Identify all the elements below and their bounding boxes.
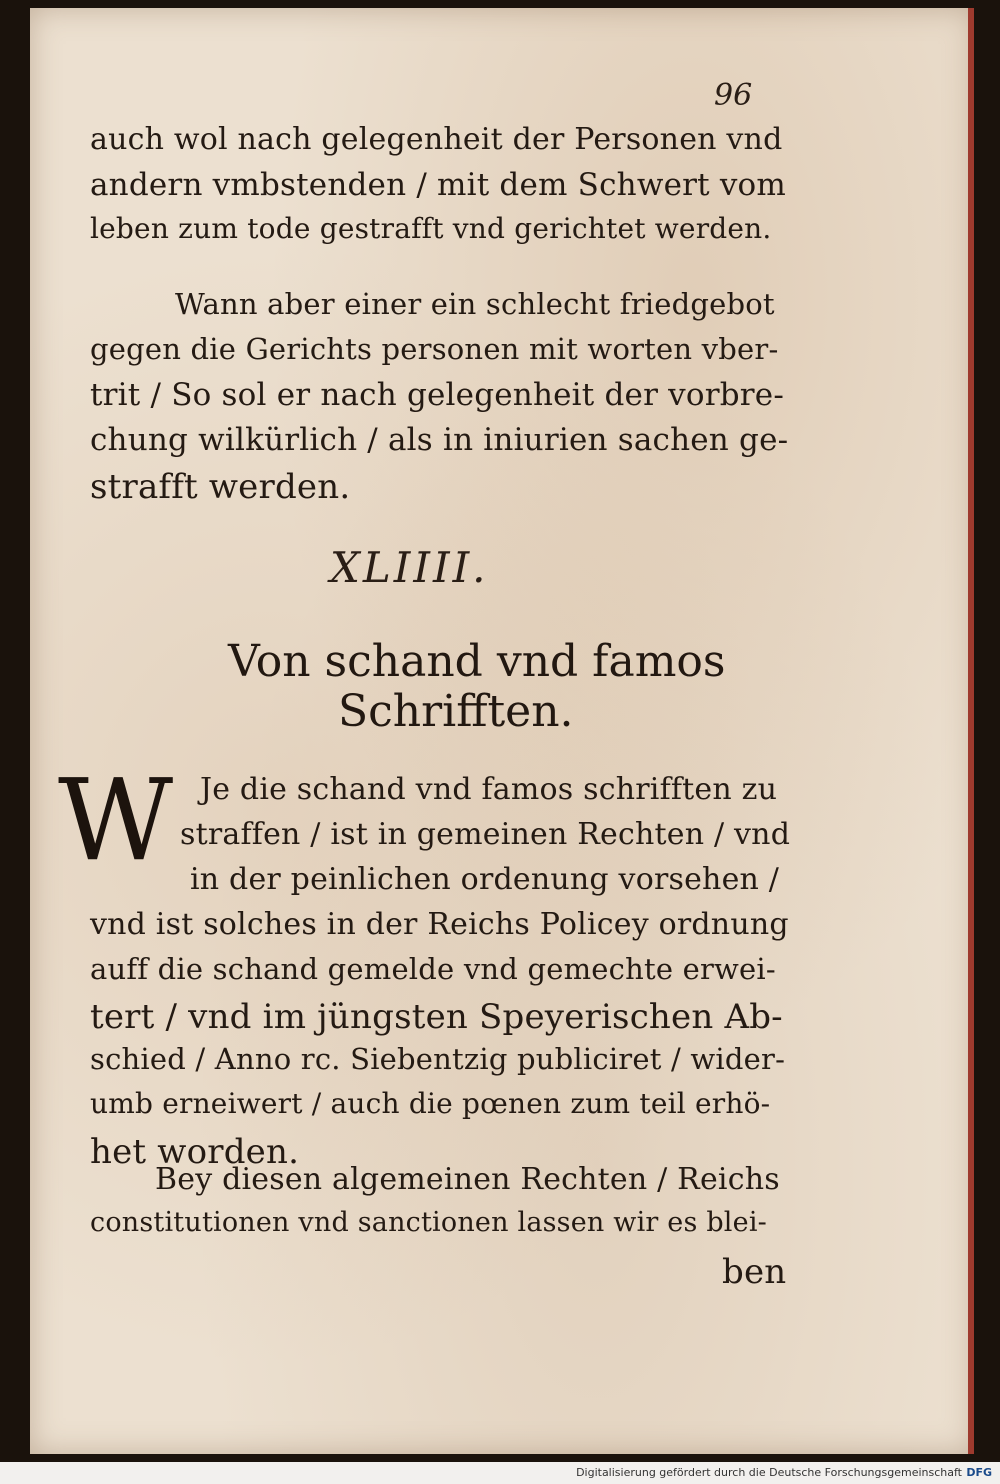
section-title-line: Schrifften. <box>338 686 574 737</box>
para2-line: gegen die Gerichts personen mit worten vber- <box>90 332 779 366</box>
para2-line: chung wilkürlich / als in iniurien sachen ge- <box>90 422 789 458</box>
para3-line: straffen / ist in gemeinen Rechten / vnd <box>180 817 791 852</box>
para3-line: auff die schand gemelde vnd gemechte erwei- <box>90 952 776 986</box>
para3-line: in der peinlichen ordenung vorsehen / <box>190 862 780 897</box>
para4-line: Bey diesen algemeinen Rechten / Reichs <box>155 1162 780 1197</box>
para1-line: auch wol nach gelegenheit der Personen vnd <box>90 122 783 157</box>
footer-bar <box>0 1462 1000 1484</box>
decorated-initial: W <box>58 756 174 886</box>
section-title-line: Von schand vnd famos <box>228 636 726 687</box>
para3-line: tert / vnd im jüngsten Speyerischen Ab- <box>90 997 783 1037</box>
para2-line: trit / So sol er nach gelegenheit der vorbre- <box>90 377 785 413</box>
page-edge <box>968 8 974 1454</box>
catchword: ben <box>722 1252 787 1292</box>
para3-line: schied / Anno rc. Siebentzig publiciret / wider- <box>90 1042 786 1076</box>
section-number: XLIIII. <box>330 543 489 592</box>
para1-line: andern vmbstenden / mit dem Schwert vom <box>90 167 787 203</box>
para3-line: Je die schand vnd famos schrifften zu <box>200 772 778 807</box>
para1-line: leben zum tode gestrafft vnd gerichtet werden. <box>90 212 772 245</box>
para2-line: strafft werden. <box>90 467 351 507</box>
page-number: 96 <box>714 78 753 113</box>
dfg-logo: DFG <box>966 1466 992 1479</box>
para3-line: vnd ist solches in der Reichs Policey ordnung <box>90 907 789 942</box>
funding-credit: Digitalisierung gefördert durch die Deutsche Forschungsgemeinschaft <box>576 1466 962 1479</box>
para2-line: Wann aber einer ein schlecht friedgebot <box>175 287 775 321</box>
para3-line: het worden. <box>90 1132 300 1172</box>
para4-line: constitutionen vnd sanctionen lassen wir es blei- <box>90 1207 767 1238</box>
para3-line: umb erneiwert / auch die pœnen zum teil erhö- <box>90 1087 771 1120</box>
